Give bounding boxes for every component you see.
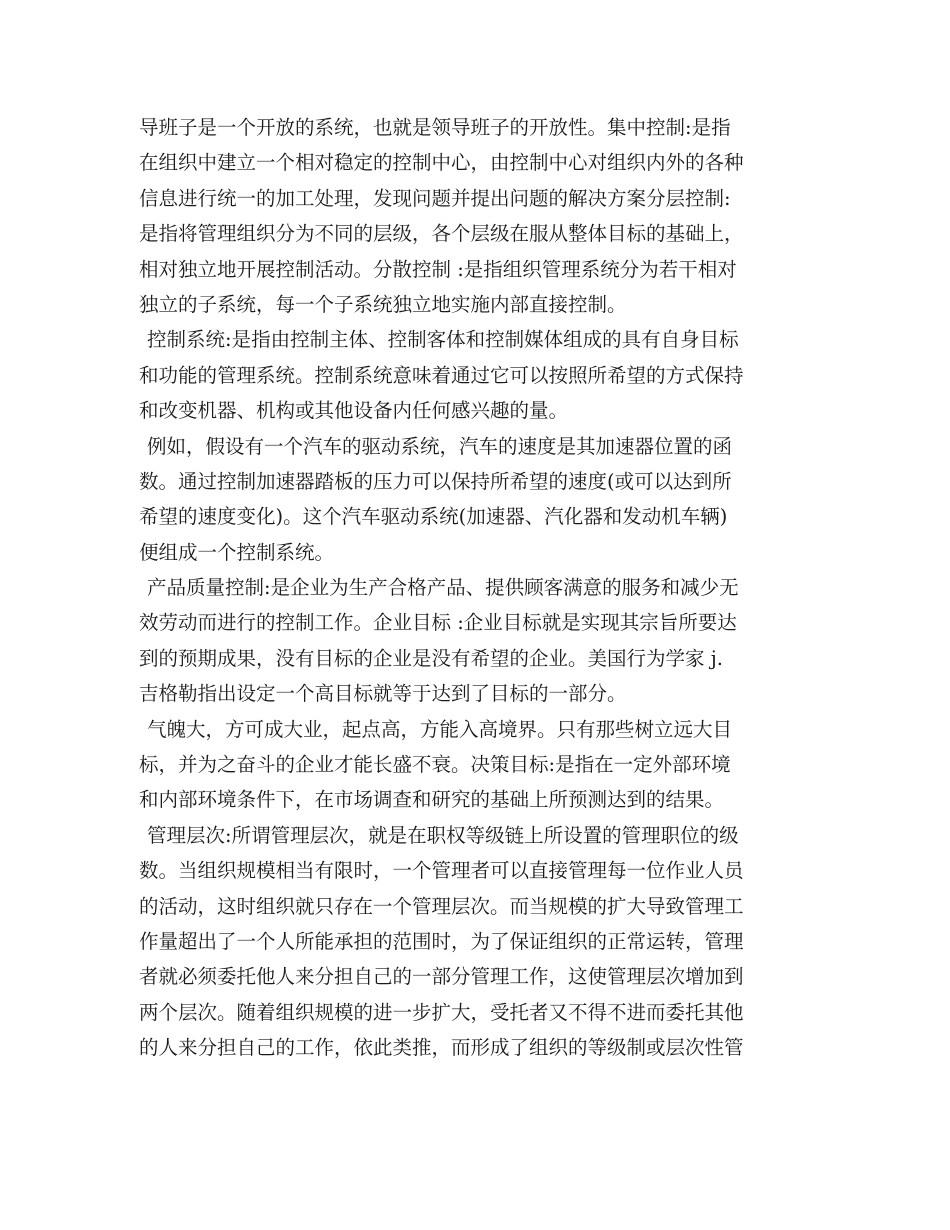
text-line: 的人来分担自己的工作，依此类推，而形成了组织的等级制或层次性管 (139, 1036, 744, 1060)
text-line: 到的预期成果，没有目标的企业是没有希望的企业。美国行为学家 j. (139, 646, 723, 670)
text-line: 者就必须委托他人来分担自己的一部分管理工作，这使管理层次增加到 (139, 965, 744, 989)
text-line: 控制系统:是指由控制主体、控制客体和控制媒体组成的具有自身目标 (147, 328, 739, 352)
text-line: 希望的速度变化)。这个汽车驱动系统(加速器、汽化器和发动机车辆) (139, 505, 728, 529)
text-line: 管理层次:所谓管理层次，就是在职权等级链上所设置的管理职位的级 (147, 823, 739, 847)
text-line: 是指将管理组织分为不同的层级，各个层级在服从整体目标的基础上， (139, 222, 744, 246)
text-line: 气魄大，方可成大业，起点高，方能入高境界。只有那些树立远大目 (147, 717, 733, 741)
text-line: 独立的子系统，每一个子系统独立地实施内部直接控制。 (139, 292, 627, 316)
text-line: 吉格勒指出设定一个高目标就等于达到了目标的一部分。 (139, 682, 627, 706)
text-line: 和内部环境条件下，在市场调查和研究的基础上所预测达到的结果。 (139, 788, 725, 812)
text-line: 产品质量控制:是企业为生产合格产品、提供顾客满意的服务和减少无 (147, 576, 739, 600)
document-body (139, 110, 815, 1066)
text-line: 两个层次。随着组织规模的进一步扩大，受托者又不得不进而委托其他 (139, 1000, 744, 1024)
text-line: 作量超出了一个人所能承担的范围时，为了保证组织的正常运转，管理 (139, 929, 744, 953)
text-line: 例如，假设有一个汽车的驱动系统，汽车的速度是其加速器位置的函 (147, 434, 733, 458)
text-line: 信息进行统一的加工处理，发现问题并提出问题的解决方案分层控制: (139, 186, 731, 210)
text-line: 导班子是一个开放的系统，也就是领导班子的开放性。集中控制:是指 (139, 116, 731, 139)
text-line: 在组织中建立一个相对稳定的控制中心，由控制中心对组织内外的各种 (139, 151, 744, 175)
text-line: 数。通过控制加速器踏板的压力可以保持所希望的速度(或可以达到所 (139, 469, 732, 493)
text-line: 的活动，这时组织就只存在一个管理层次。而当规模的扩大导致管理工 (139, 894, 744, 918)
text-line: 便组成一个控制系统。 (139, 540, 335, 564)
text-line: 数。当组织规模相当有限时，一个管理者可以直接管理每一位作业人员 (139, 859, 744, 883)
text-line: 相对独立地开展控制活动。分散控制 :是指组织管理系统分为若干相对 (139, 257, 737, 281)
text-line: 效劳动而进行的控制工作。企业目标 :企业目标就是实现其宗旨所要达 (139, 611, 737, 635)
text-line: 和功能的管理系统。控制系统意味着通过它可以按照所希望的方式保持 (139, 363, 744, 387)
text-line: 标，并为之奋斗的企业才能长盛不衰。决策目标:是指在一定外部环境 (139, 753, 731, 777)
text-line: 和改变机器、机构或其他设备内任何感兴趣的量。 (139, 399, 569, 423)
